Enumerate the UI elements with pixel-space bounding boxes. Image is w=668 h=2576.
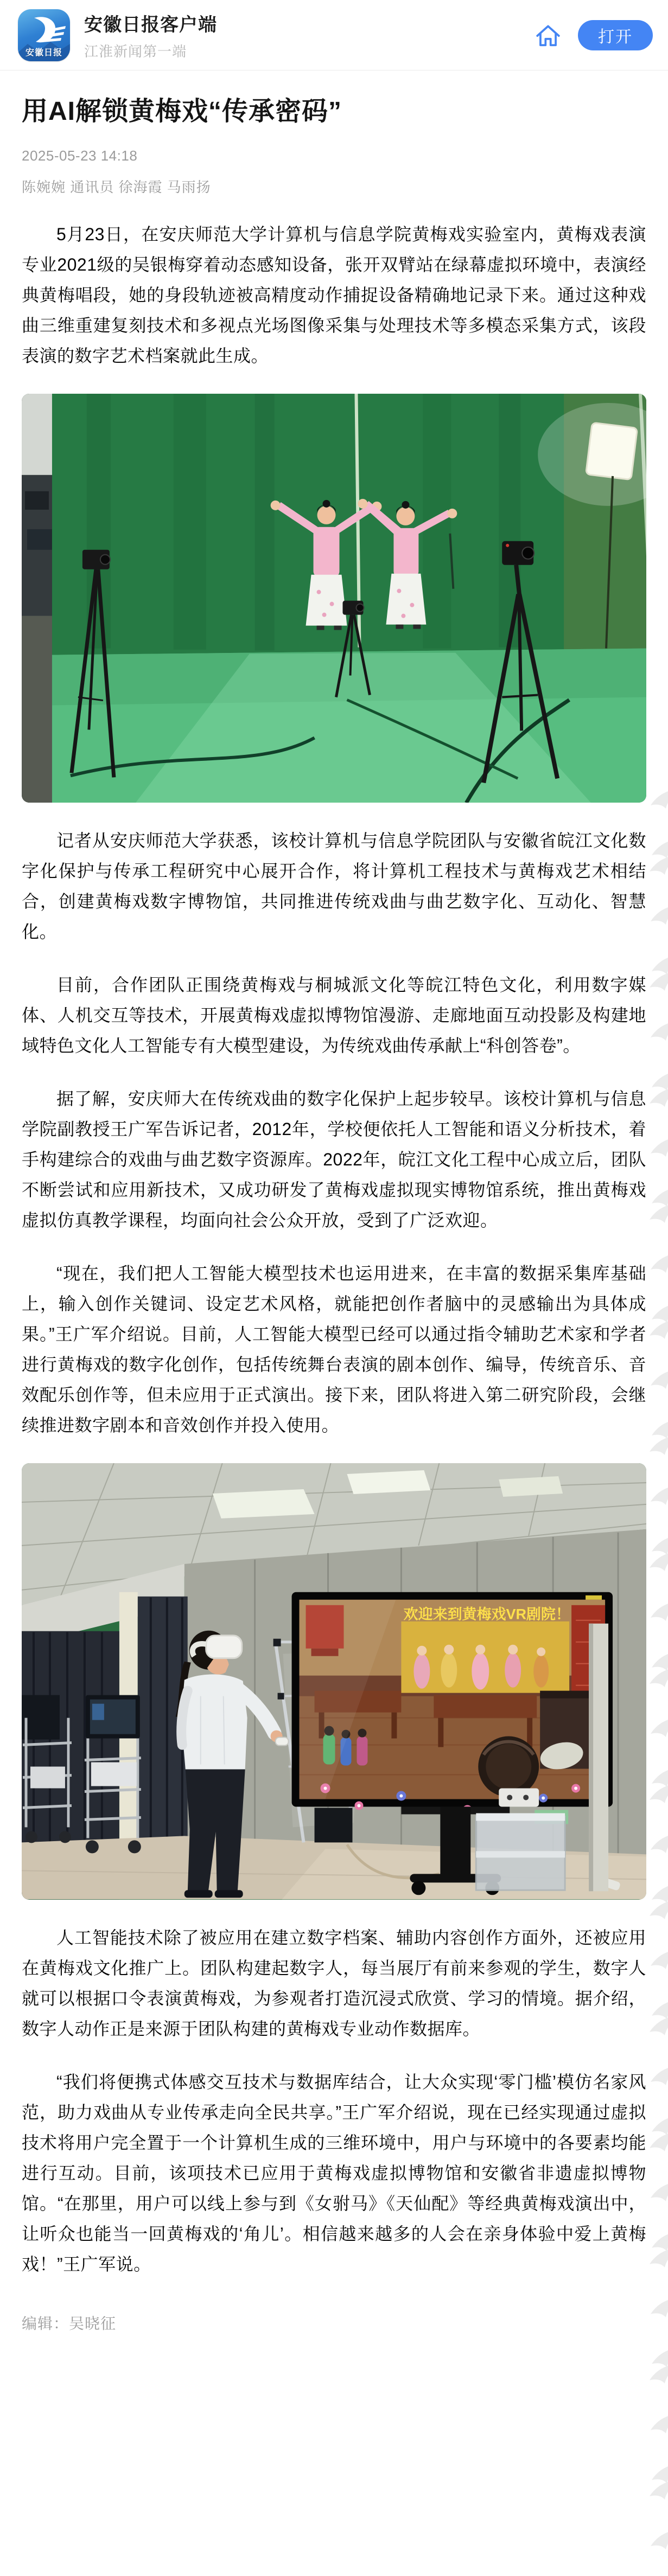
vr-screen-welcome-text: 欢迎来到黄梅戏VR剧院！	[403, 1606, 570, 1623]
paragraph: 5月23日，在安庆师范大学计算机与信息学院黄梅戏实验室内，黄梅戏表演专业2021级的吴银梅穿着动态感知设备，张开双臂站在绿幕虚拟环境中，表演经典黄梅唱段，她的身段轨迹被高精度动作捕捉设备精确地记录下来。通过这种戏曲三维重建复刻技术和多视点光场图像采集与处理技术等多模态采集方式，该段表演的数字艺术档案就此生成。	[22, 225, 646, 366]
photo-vr-demo[interactable]	[22, 1463, 646, 1899]
page-title: 用AI解锁黄梅戏“传承密码”	[22, 97, 342, 126]
home-icon[interactable]	[535, 22, 562, 49]
article	[0, 95, 668, 2334]
app-name: 安徽日报客户端	[84, 14, 217, 35]
tv-screen	[292, 1592, 613, 1815]
paragraph: “现在，我们把人工智能大模型技术也运用进来，在丰富的数据采集库基础上，输入创作关键词、设定艺术风格，就能把创作者脑中的灵感输出为具体成果。”王广军介绍说。目前，人工智能大模型已经可以通过指令辅助艺术家和学者进行黄梅戏的数字化创作，包括传统舞台表演的剧本创作、编导，传统音乐、音效配乐创作等，但未应用于正式演出。接下来，团队将进入第二研究阶段，会继续推进数字剧本和音效创作并投入使用。	[22, 1264, 646, 1436]
app-logo-text: 安徽日报	[25, 48, 62, 57]
app-logo-icon	[18, 9, 70, 61]
app-tagline: 江淮新闻第一端	[84, 43, 187, 60]
paragraph: “我们将便携式体感交互技术与数据库结合，让大众实现‘零门槛’模仿名家风范，助力戏曲从专业传承走向全民共享。”王广军介绍说，现在已经实现通过虚拟技术将用户完全置于一个计算机生成的三维环境中，用户与环境中的各要素均能进行互动。目前，该项技术已应用于黄梅戏虚拟博物馆和安徽省非遗虚拟博物馆。“在那里，用户可以线上参与到《女驸马》《天仙配》等经典黄梅戏演出中，让听众也能当一回黄梅戏的‘角儿’。相信越来越多的人会在亲身体验中爱上黄梅戏！”王广军说。	[22, 2072, 646, 2274]
paragraph: 据了解，安庆师大在传统戏曲的数字化保护上起步较早。该校计算机与信息学院副教授王广军告诉记者，2012年，学校便依托人工智能和语义分析技术，着手构建综合的戏曲与曲艺数字资源库。2022年，皖江文化工程中心成立后，团队不断尝试和应用新技术，又成功研发了黄梅戏虚拟现实博物馆系统，推出黄梅戏虚拟仿真教学课程，均面向社会公众开放，受到了广泛欢迎。	[22, 1089, 646, 1231]
paragraph: 记者从安庆师范大学获悉，该校计算机与信息学院团队与安徽省皖江文化数字化保护与传承工程研究中心展开合作，将计算机工程技术与黄梅戏艺术相结合，创建黄梅戏数字博物馆，共同推进传统戏曲与曲艺数字化、互动化、智慧化。	[22, 831, 646, 942]
article-body	[22, 219, 646, 2279]
editor-credit: 编辑：吴晓征	[22, 2315, 117, 2332]
paragraph: 人工智能技术除了被应用在建立数字档案、辅助内容创作方面外，还被应用在黄梅戏文化推广上。团队构建起数字人，每当展厅有前来参观的学生，数字人就可以根据口令表演黄梅戏，为参观者打造沉浸式欣赏、学习的情境。据介绍，数字人动作正是来源于团队构建的黄梅戏专业动作数据库。	[22, 1927, 646, 2039]
app-banner	[0, 0, 668, 71]
byline: 陈婉婉 通讯员 徐海霞 马雨扬	[22, 179, 211, 195]
photo-green-screen-studio[interactable]	[22, 394, 646, 803]
publish-time: 2025-05-23 14:18	[22, 148, 138, 164]
paragraph: 目前，合作团队正围绕黄梅戏与桐城派文化等皖江特色文化，利用数字媒体、人机交互等技术，开展黄梅戏虚拟博物馆漫游、走廊地面互动投影及构建地域特色文化人工智能专有大模型建设，为传统戏曲传承献上“科创答卷”。	[22, 975, 646, 1056]
green-screen-photo-illustration	[22, 394, 646, 803]
vr-demo-photo-illustration	[22, 1463, 646, 1899]
open-app-button[interactable]: 打开	[578, 20, 653, 50]
